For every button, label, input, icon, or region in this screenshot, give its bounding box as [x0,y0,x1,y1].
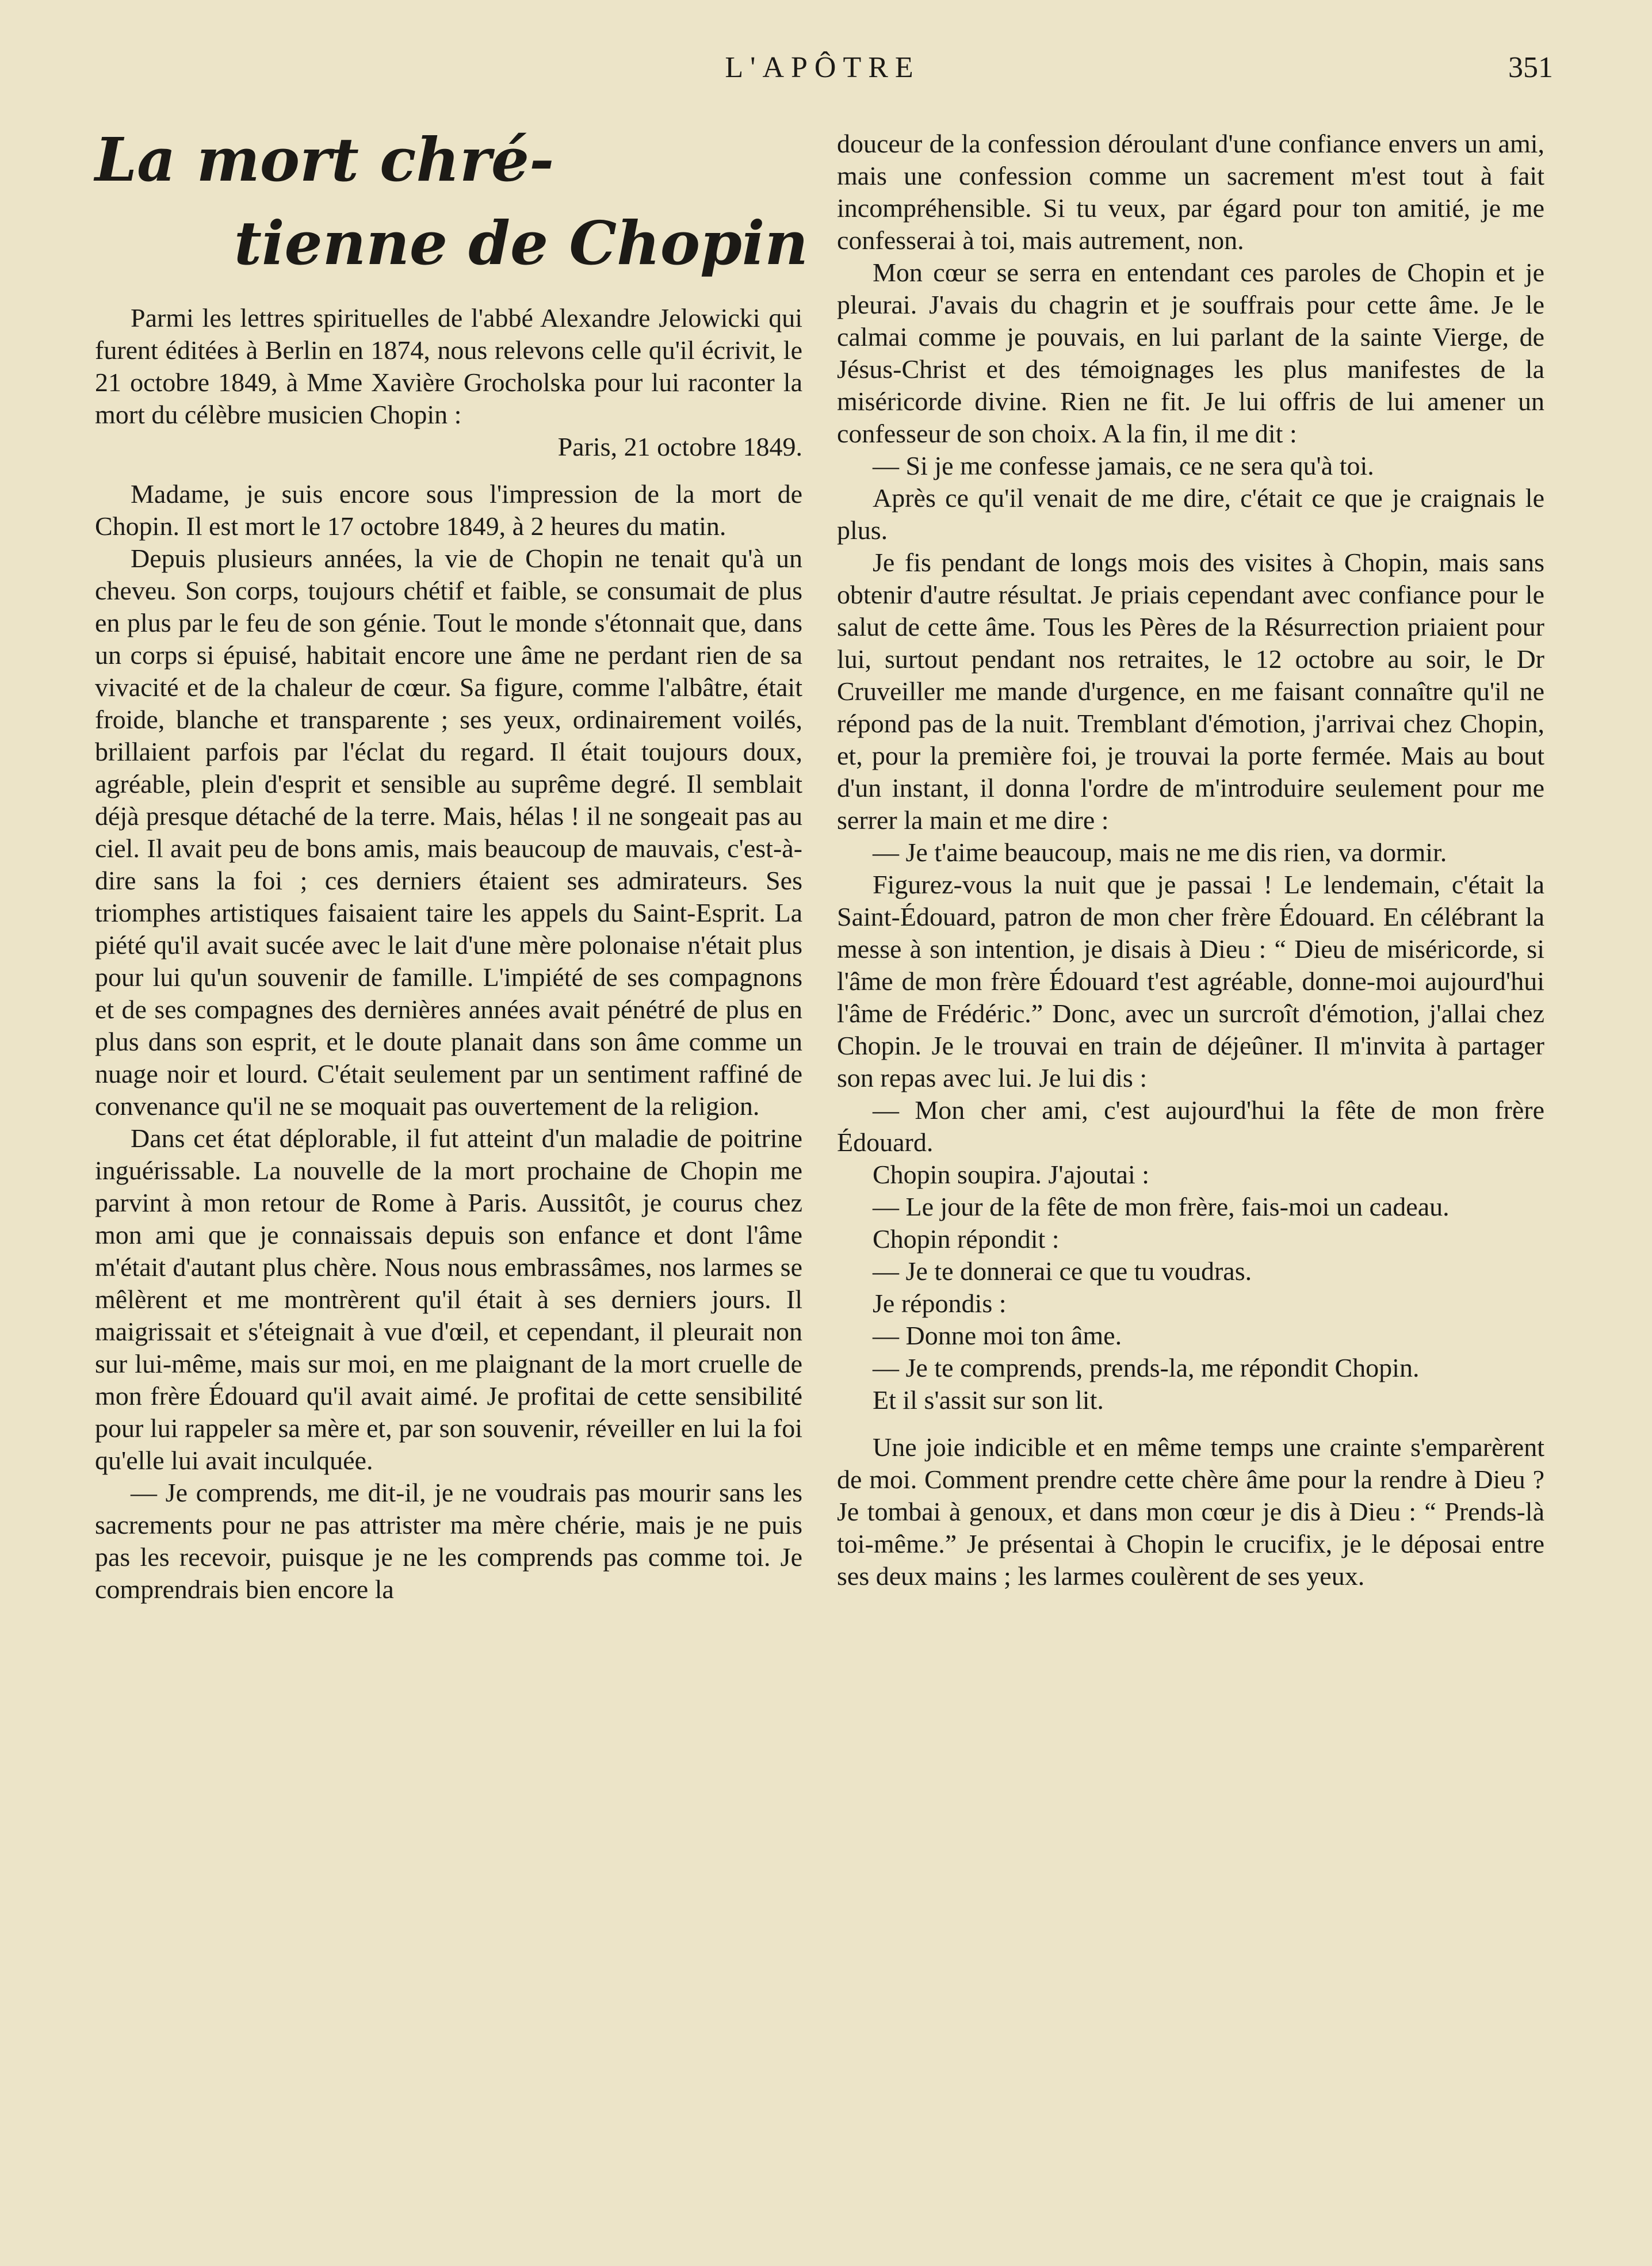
title-line-1: La mort chré- [95,124,555,195]
paragraph: Chopin répondit : [873,1224,1060,1254]
paragraph: — Donne moi ton âme. [873,1321,1122,1350]
paragraph: — Je comprends, me dit-il, je ne voudrais pas mourir sans les sacrements pour ne pas attrister ma mère chérie, mais je ne puis pas les recevoir, puisque je ne les comprends pas comme toi. Je comprendrais bien encore la [95,1478,802,1604]
paragraph: — Je te comprends, prends-la, me répondit Chopin. [873,1353,1420,1382]
paragraph: Chopin soupira. J'ajoutai : [873,1160,1150,1189]
paragraph: Depuis plusieurs années, la vie de Chopin ne tenait qu'à un cheveu. Son corps, toujours chétif et faible, se consumait de plus en plus par le feu de son génie. Tout le monde s'étonnait que, dans un corps si épuisé, habitait encore une âme ne perdant rien de sa vivacité et de la chaleur de cœur. Sa figure, comme l'albâtre, était froide, blanche et transparente ; ses yeux, ordinairement voilés, brillaient parfois par l'éclat du regard. Il était toujours doux, agréable, plein d'esprit et sensible au suprême degré. Il semblait déjà presque détaché de la terre. Mais, hélas ! il ne songeait pas au ciel. Il avait peu de bons amis, mais beaucoup de mauvais, c'est-à-dire sans la foi ; ces derniers étaient ses admirateurs. Ses triomphes artistiques faisaient taire les appels du Saint-Esprit. La piété qu'il avait sucée avec le lait d'une mère polonaise n'était plus pour lui qu'un souvenir de famille. L'impiété de ses compagnons et de ses compagnes des dernières années avait pénétré de plus en plus dans son esprit, et le doute planait dans son âme comme un nuage noir et lourd. C'était seulement par un sentiment raffiné de convenance qu'il ne se moquait pas ouvertement de la religion. [95,544,802,1121]
left-column [95,302,802,2143]
paragraph: — Si je me confesse jamais, ce ne sera qu'à toi. [873,451,1374,480]
paragraph: douceur de la confession déroulant d'une confiance envers un ami, mais une confession comme un sacrement m'est tout à fait incompréhensible. Si tu veux, par égard pour ton amitié, je me confesserai à toi, mais autrement, non. [837,129,1544,255]
paragraph: Et il s'assit sur son lit. [873,1385,1104,1415]
article-title [95,118,808,285]
paragraph: Dans cet état déplorable, il fut atteint d'un maladie de poitrine inguérissable. La nouvelle de la mort prochaine de Chopin me parvint à mon retour de Rome à Paris. Aussitôt, je courus chez mon ami que je connaissais depuis son enfance et dont l'âme m'était d'autant plus chère. Nous nous embrassâmes, nos larmes se mêlèrent et me montrèrent qu'il était à ses derniers jours. Il maigrissait et s'éteignait à vue d'œil, et cependant, il pleurait non sur lui-même, mais sur moi, en me plaignant de la mort cruelle de mon frère Édouard qu'il avait aimé. Je profitai de cette sensibilité pour lui rappeler sa mère et, par son souvenir, réveiller en lui la foi qu'elle lui avait inculquée. [95,1124,802,1475]
paragraph: — Je t'aime beaucoup, mais ne me dis rien, va dormir. [873,838,1447,867]
paragraph: Je fis pendant de longs mois des visites à Chopin, mais sans obtenir d'autre résultat. Je priais cependant avec confiance pour le salut de cette âme. Tous les Pères de la Résurrection priaient pour lui, surtout pendant nos retraites, le 12 octobre au soir, le Dr Cruveiller me mande d'urgence, en me faisant connaître qu'il ne répond pas de la nuit. Tremblant d'émotion, j'arrivai chez Chopin, et, pour la première foi, je trouvai la porte fermée. Mais au bout d'un instant, il donna l'ordre de m'introduire seulement pour me serrer la main et me dire : [837,548,1544,835]
right-column [837,128,1544,2141]
paragraph: Parmi les lettres spirituelles de l'abbé Alexandre Jelowicki qui furent éditées à Berlin en 1874, nous relevons celle qu'il écrivit, le 21 octobre 1849, à Mme Xavière Grocholska pour lui raconter la mort du célèbre musicien Chopin : [95,303,802,429]
paragraph: — Mon cher ami, c'est aujourd'hui la fête de mon frère Édouard. [837,1095,1544,1157]
paragraph: Mon cœur se serra en entendant ces paroles de Chopin et je pleurai. J'avais du chagrin et je souffrais pour cette âme. Je le calmai comme je pouvais, en lui parlant de la sainte Vierge, de Jésus-Christ et des témoignages les plus manifestes de la miséricorde divine. Rien ne fit. Je lui offris de lui amener un confesseur de son choix. A la fin, il me dit : [837,258,1544,448]
page-number: 351 [1508,51,1553,84]
paragraph: Madame, je suis encore sous l'impression de la mort de Chopin. Il est mort le 17 octobre 1849, à 2 heures du matin. [95,479,802,541]
paragraph: — Je te donnerai ce que tu voudras. [873,1256,1252,1286]
letter-dateline: Paris, 21 octobre 1849. [557,432,802,461]
running-title: L'APÔTRE [725,51,920,84]
paragraph: — Le jour de la fête de mon frère, fais-moi un cadeau. [873,1192,1450,1221]
paragraph: Une joie indicible et en même temps une crainte s'emparèrent de moi. Comment prendre cette chère âme pour la rendre à Dieu ? Je tombai à genoux, et dans mon cœur je dis à Dieu : “ Prends-là toi-même.” Je présentai à Chopin le crucifix, je le déposai entre ses deux mains ; les larmes coulèrent de ses yeux. [837,1432,1544,1591]
title-line-2: tienne de Chopin [234,208,808,278]
paragraph: Figurez-vous la nuit que je passai ! Le lendemain, c'était la Saint-Édouard, patron de mon cher frère Édouard. En célébrant la messe à son intention, je disais à Dieu : “ Dieu de miséricorde, si l'âme de mon frère Édouard t'est agréable, donne-moi aujourd'hui l'âme de Frédéric.” Donc, avec un surcroît d'émotion, j'allai chez Chopin. Je le trouvai en train de déjeûner. Il m'invita à partager son repas avec lui. Je lui dis : [837,870,1544,1092]
paragraph: Après ce qu'il venait de me dire, c'était ce que je craignais le plus. [837,483,1544,545]
paragraph: Je répondis : [873,1289,1007,1318]
